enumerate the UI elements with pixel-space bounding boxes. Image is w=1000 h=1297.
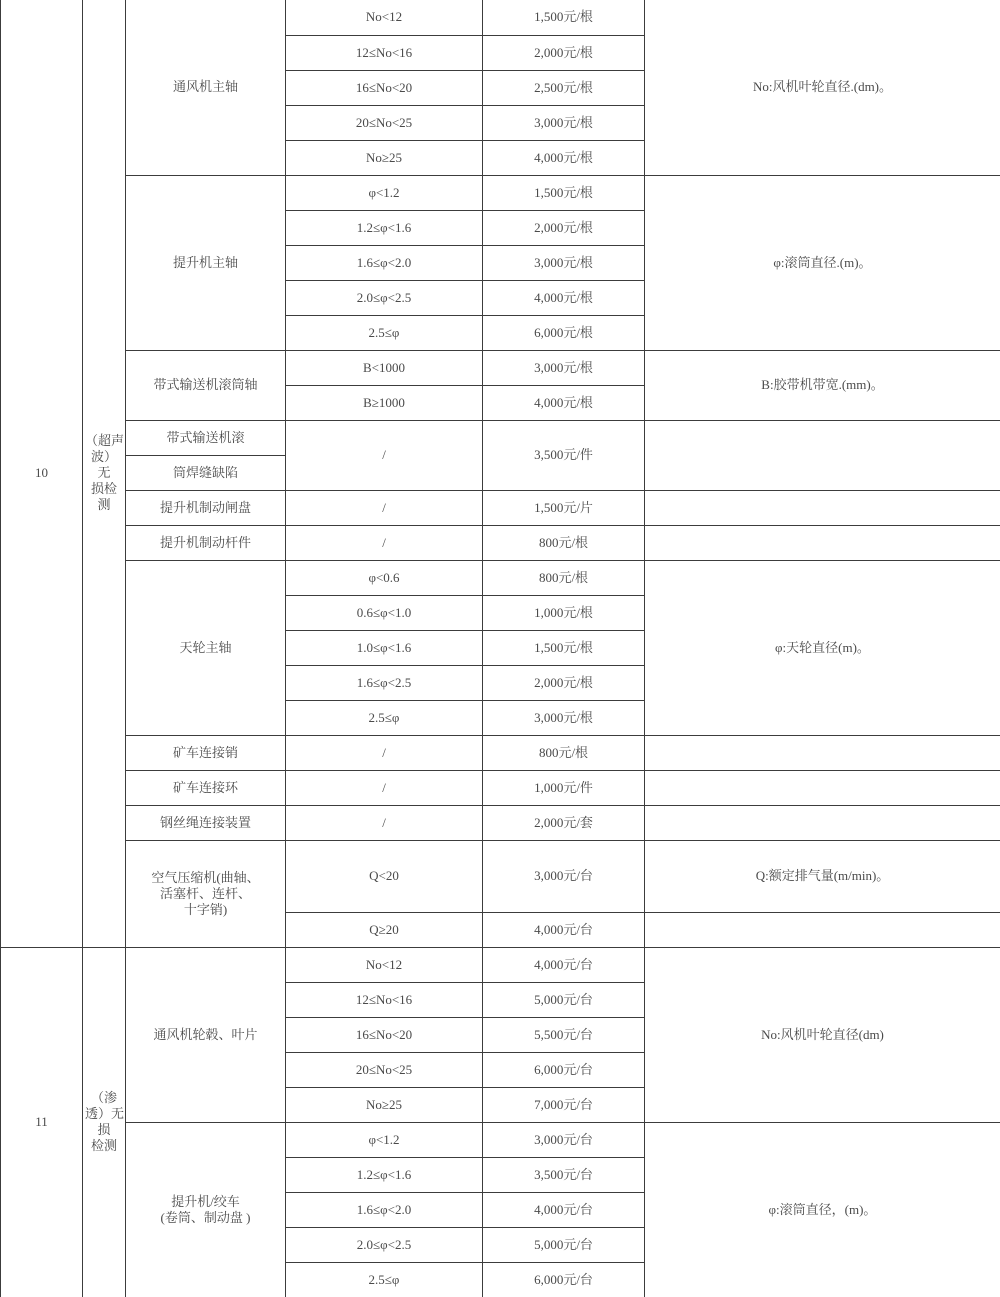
remark-cell-empty: [645, 525, 1000, 560]
price-cell: 6,000元/台: [483, 1052, 645, 1087]
item-name-line: 空气压缩机(曲轴、: [151, 869, 260, 885]
price-cell: 5,000元/台: [483, 1227, 645, 1262]
item-name: 提升机制动闸盘: [126, 490, 286, 525]
spec-cell: 12≤No<16: [286, 35, 483, 70]
price-cell: 3,000元/台: [483, 1122, 645, 1157]
table-row: [1, 805, 1000, 840]
price-cell: 2,000元/根: [483, 665, 645, 700]
spec-cell: φ<0.6: [286, 560, 483, 595]
spec-cell: /: [286, 735, 483, 770]
table-row: [1, 735, 1000, 770]
price-cell: 4,000元/根: [483, 280, 645, 315]
table-row: [1, 947, 1000, 982]
price-cell: 4,000元/台: [483, 947, 645, 982]
spec-cell: /: [286, 805, 483, 840]
remark-cell: φ:天轮直径(m)。: [645, 560, 1000, 735]
spec-cell: No≥25: [286, 1087, 483, 1122]
category-line: 波）: [90, 449, 117, 465]
price-cell: 3,000元/根: [483, 700, 645, 735]
price-cell: 6,000元/台: [483, 1262, 645, 1297]
price-cell: 3,500元/台: [483, 1157, 645, 1192]
spec-cell: 2.5≤φ: [286, 1262, 483, 1297]
remark-cell-empty: [645, 805, 1000, 840]
item-name: 钢丝绳连接装置: [126, 805, 286, 840]
price-cell: 5,500元/台: [483, 1017, 645, 1052]
item-name: 提升机主轴: [126, 175, 286, 350]
table-row: [1, 560, 1000, 595]
category-line: 透）无: [85, 1106, 125, 1121]
price-cell: 3,000元/台: [483, 840, 645, 912]
spec-cell: 16≤No<20: [286, 1017, 483, 1052]
section-category: [83, 947, 126, 1297]
spec-cell: 2.5≤φ: [286, 700, 483, 735]
spec-cell: B≥1000: [286, 385, 483, 420]
spec-cell: φ<1.2: [286, 1122, 483, 1157]
remark-cell: Q:额定排气量(m/min)。: [645, 840, 1000, 912]
spec-cell: 20≤No<25: [286, 105, 483, 140]
spec-cell: 0.6≤φ<1.0: [286, 595, 483, 630]
item-name: 通风机主轴: [126, 0, 286, 175]
table-row: [1, 420, 1000, 455]
item-name: 带式输送机滚筒轴: [126, 350, 286, 420]
price-cell: 5,000元/台: [483, 982, 645, 1017]
table-row: [1, 1122, 1000, 1157]
spec-cell: 2.0≤φ<2.5: [286, 280, 483, 315]
item-name-line: 带式输送机滚: [126, 420, 286, 455]
item-name-line: (卷筒、制动盘 ): [160, 1209, 251, 1225]
category-line: （渗: [90, 1090, 117, 1105]
item-name-line: 筒焊缝缺陷: [126, 455, 286, 490]
price-cell: 1,500元/片: [483, 490, 645, 525]
category-line: （超声: [85, 433, 125, 449]
spec-cell: 2.5≤φ: [286, 315, 483, 350]
category-line: 检测: [90, 1138, 117, 1153]
spec-cell: 16≤No<20: [286, 70, 483, 105]
spec-cell: Q<20: [286, 840, 483, 912]
remark-cell-empty: [645, 770, 1000, 805]
table-row: [1, 350, 1000, 385]
spec-cell: No≥25: [286, 140, 483, 175]
spec-cell: φ<1.2: [286, 175, 483, 210]
price-cell: 3,000元/根: [483, 245, 645, 280]
spec-cell: No<12: [286, 947, 483, 982]
spec-cell: B<1000: [286, 350, 483, 385]
price-cell: 4,000元/根: [483, 140, 645, 175]
item-name: 通风机轮毂、叶片: [126, 947, 286, 1122]
table-row: [1, 525, 1000, 560]
table-row: [1, 175, 1000, 210]
item-name: 矿车连接环: [126, 770, 286, 805]
price-cell: 4,000元/根: [483, 385, 645, 420]
category-line: 测: [97, 497, 111, 513]
spec-cell: 1.2≤φ<1.6: [286, 1157, 483, 1192]
category-line: 无: [97, 465, 111, 481]
price-cell: 1,500元/根: [483, 175, 645, 210]
table-row: [1, 770, 1000, 805]
price-cell: 1,000元/根: [483, 595, 645, 630]
spec-cell: /: [286, 525, 483, 560]
remark-cell-empty: [645, 735, 1000, 770]
item-name: 矿车连接销: [126, 735, 286, 770]
price-cell: 4,000元/台: [483, 912, 645, 947]
spec-cell: Q≥20: [286, 912, 483, 947]
remark-cell-empty: [645, 490, 1000, 525]
spec-cell: 1.6≤φ<2.0: [286, 245, 483, 280]
item-name-line: 活塞杆、连杆、: [159, 885, 251, 901]
price-cell: 2,500元/根: [483, 70, 645, 105]
table-row: [1, 490, 1000, 525]
section-category: [83, 0, 126, 947]
category-line: 损: [97, 1122, 111, 1137]
item-name: [126, 1122, 286, 1297]
price-cell: 3,500元/件: [483, 420, 645, 490]
remark-cell: No:风机叶轮直径.(dm)。: [645, 0, 1000, 175]
price-cell: 3,000元/根: [483, 105, 645, 140]
item-name-line: 提升机/绞车: [171, 1193, 240, 1209]
item-name: 提升机制动杆件: [126, 525, 286, 560]
remark-cell-empty: [645, 420, 1000, 490]
price-cell: 3,000元/根: [483, 350, 645, 385]
remark-cell: B:胶带机带宽.(mm)。: [645, 350, 1000, 420]
table-row: [1, 0, 1000, 35]
price-cell: 1,500元/根: [483, 630, 645, 665]
section-number: 10: [1, 0, 83, 947]
table-row: [1, 840, 1000, 912]
price-cell: 800元/根: [483, 560, 645, 595]
spec-cell: 2.0≤φ<2.5: [286, 1227, 483, 1262]
price-cell: 4,000元/台: [483, 1192, 645, 1227]
spec-cell: 1.0≤φ<1.6: [286, 630, 483, 665]
price-cell: 1,500元/根: [483, 0, 645, 35]
section-number: 11: [1, 947, 83, 1297]
price-cell: 2,000元/根: [483, 210, 645, 245]
remark-cell: No:风机叶轮直径(dm): [645, 947, 1000, 1122]
spec-cell: 1.2≤φ<1.6: [286, 210, 483, 245]
remark-cell: φ:滚筒直径，(m)。: [645, 1122, 1000, 1297]
price-cell: 1,000元/件: [483, 770, 645, 805]
category-line: 损检: [90, 481, 117, 497]
spec-cell: /: [286, 770, 483, 805]
remark-cell-empty: [645, 912, 1000, 947]
price-cell: 7,000元/台: [483, 1087, 645, 1122]
price-cell: 800元/根: [483, 735, 645, 770]
item-name: [126, 840, 286, 947]
remark-cell: φ:滚筒直径.(m)。: [645, 175, 1000, 350]
item-name: 天轮主轴: [126, 560, 286, 735]
price-cell: 2,000元/套: [483, 805, 645, 840]
price-cell: 6,000元/根: [483, 315, 645, 350]
spec-cell: 1.6≤φ<2.5: [286, 665, 483, 700]
spec-cell: 1.6≤φ<2.0: [286, 1192, 483, 1227]
spec-cell: 12≤No<16: [286, 982, 483, 1017]
spec-cell: /: [286, 420, 483, 490]
item-name-line: 十字销): [183, 901, 228, 917]
price-cell: 2,000元/根: [483, 35, 645, 70]
spec-cell: 20≤No<25: [286, 1052, 483, 1087]
spec-cell: /: [286, 490, 483, 525]
spec-cell: No<12: [286, 0, 483, 35]
price-cell: 800元/根: [483, 525, 645, 560]
